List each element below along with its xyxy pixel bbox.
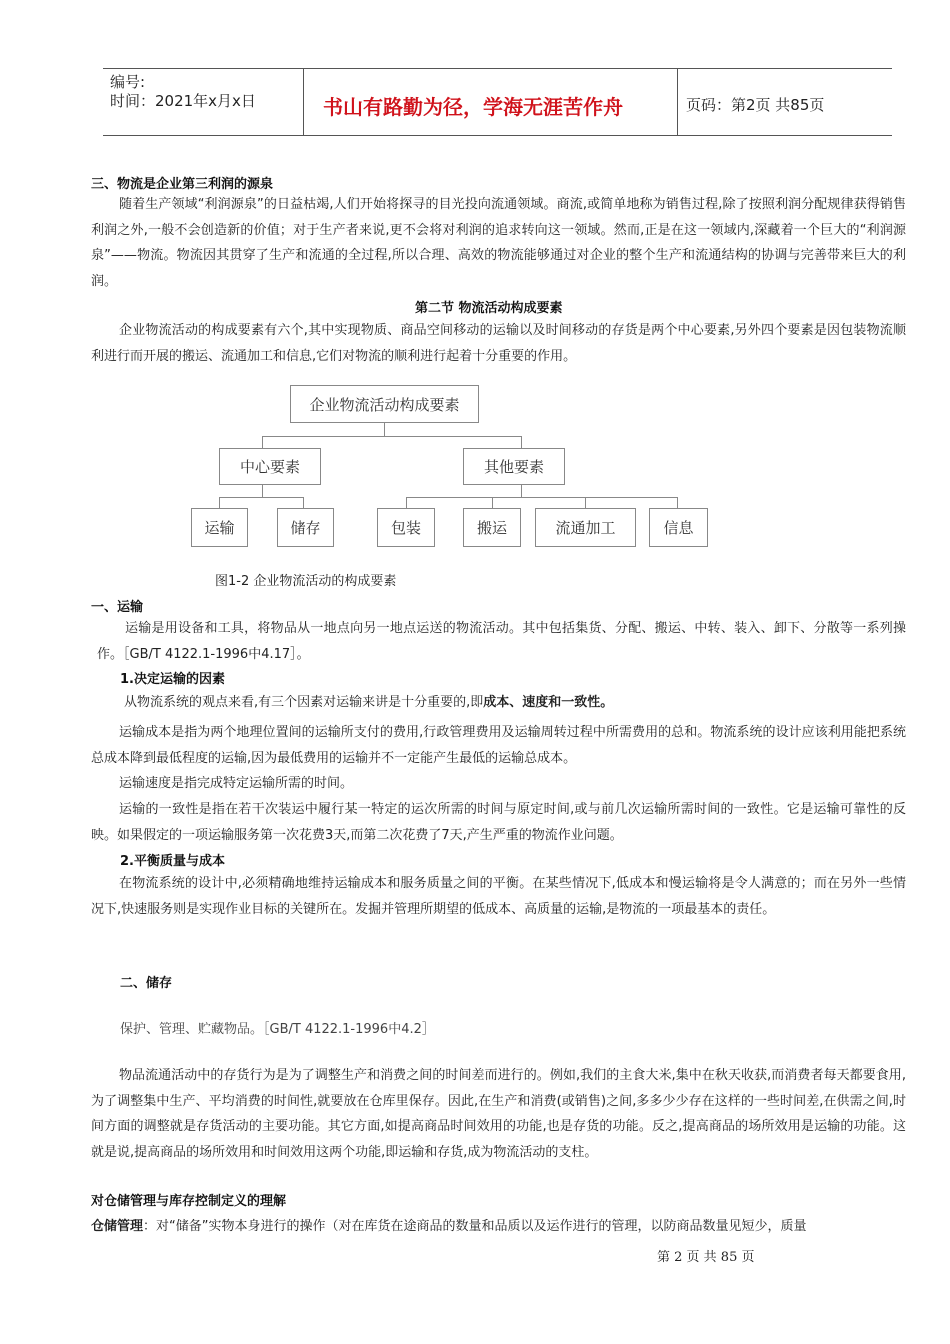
footer-page-number: 第 2 页 共 85 页 bbox=[657, 1250, 755, 1265]
connector-center-horizontal bbox=[219, 497, 304, 498]
subheading-transport-factors: 1.决定运输的因素 bbox=[120, 672, 225, 687]
factors-lead-text: 从物流系统的观点来看,有三个因素对运输来讲是十分重要的,即 bbox=[124, 695, 484, 710]
connector-top-horizontal bbox=[262, 436, 522, 437]
transport-definition: 运输是用设备和工具，将物品从一地点向另一地点运送的物流活动。其中包括集货、分配、搬运、中转、装入、卸下、分散等一系列操作。［GB/T 4122.1-1996中4.17］。 bbox=[97, 621, 906, 662]
connector-center-left bbox=[219, 497, 220, 508]
diagram-node-packaging: 包装 bbox=[377, 508, 435, 547]
transport-consistency-paragraph: 运输的一致性是指在若干次装运中履行某一特定的运次所需的时间与原定时间,或与前几次运输所需时间的一致性。它是运输可靠性的反映。如果假定的一项运输服务第一次花费3天,而第二次花费了7天,产生严重的物流作业问题。 bbox=[91, 802, 906, 843]
connector-center-right bbox=[303, 497, 304, 508]
storage-paragraph: 物品流通活动中的存货行为是为了调整生产和消费之间的时间差而进行的。例如,我们的主食大米,集中在秋天收获,而消费者每天都要食用,为了调整集中生产、平均消费的时间性,就要放在仓库里保存。因此,在生产和消费(或销售)之间,多多少少存在这样的一些时间差,在供需之间,时间方面的调整就是存货活动的主要功能。其它方面,如提高商品时间效用的功能,也是存货的功能。反之,提高商品的场所效用是运输的功能。这就是说,提高商品的场所效用和时间效用这两个功能,即运输和存货,成为物流活动的支柱。 bbox=[91, 1068, 906, 1160]
header-motto: 书山有路勤为径，学海无涯苦作舟 bbox=[323, 95, 623, 119]
connector-other-1 bbox=[406, 497, 407, 508]
header-divider-left bbox=[303, 68, 304, 136]
connector-to-center bbox=[262, 436, 263, 448]
header-divider-right bbox=[677, 68, 678, 136]
balance-paragraph: 在物流系统的设计中,必须精确地维持运输成本和服务质量之间的平衡。在某些情况下,低成本和慢运输将是令人满意的；而在另外一些情况下,快速服务则是实现作业目标的关键所在。发掘并管理所期望的低成本、高质量的运输,是物流的一项最基本的责任。 bbox=[91, 876, 906, 917]
header-top-rule bbox=[103, 68, 892, 69]
section-heading-storage: 二、储存 bbox=[120, 976, 173, 991]
elements-intro-paragraph: 企业物流活动的构成要素有六个,其中实现物质、商品空间移动的运输以及时间移动的存货是两个中心要素,另外四个要素是因包装物流顺利进行而开展的搬运、流通加工和信息,它们对物流的顺利进行起着十分重要的作用。 bbox=[91, 323, 906, 364]
warehouse-definition bbox=[91, 1214, 906, 1239]
connector-other-4 bbox=[677, 497, 678, 508]
diagram-node-transport: 运输 bbox=[191, 508, 248, 547]
diagram-node-information: 信息 bbox=[649, 508, 708, 547]
connector-other-down bbox=[521, 485, 522, 497]
transport-cost-paragraph: 运输成本是指为两个地理位置间的运输所支付的费用,行政管理费用及运输周转过程中所需费用的总和。物流系统的设计应该利用能把系统总成本降到最低程度的运输,因为最低费用的运输并不一定能产生最低的运输总成本。 bbox=[91, 725, 906, 766]
factors-bold-text: 成本、速度和一致性。 bbox=[483, 695, 614, 710]
chapter-section-title: 第二节 物流活动构成要素 bbox=[415, 301, 563, 316]
connector-center-down bbox=[262, 485, 263, 497]
connector-root-down bbox=[384, 423, 385, 436]
diagram-node-storage: 储存 bbox=[277, 508, 334, 547]
diagram-node-handling: 搬运 bbox=[463, 508, 521, 547]
diagram-other-node: 其他要素 bbox=[463, 448, 565, 485]
connector-other-horizontal bbox=[406, 497, 678, 498]
warehouse-text: ：对“储备”实物本身进行的操作（对在库货在途商品的数量和品质以及运作进行的管理，以防商品数量见短少，质量 bbox=[143, 1219, 807, 1234]
section-heading-profit-source: 三、物流是企业第三利润的源泉 bbox=[91, 177, 274, 192]
storage-definition: 保护、管理、贮藏物品。［GB/T 4122.1-1996中4.2］ bbox=[120, 1022, 435, 1037]
connector-other-3 bbox=[585, 497, 586, 508]
header-page-label: 页码：第2页 共85页 bbox=[686, 96, 825, 114]
connector-to-other bbox=[521, 436, 522, 448]
diagram-caption: 图1-2 企业物流活动的构成要素 bbox=[215, 574, 397, 589]
header-bottom-rule bbox=[103, 135, 892, 136]
warehouse-label: 仓储管理 bbox=[91, 1219, 144, 1234]
profit-source-paragraph: 随着生产领域“利润源泉”的日益枯竭,人们开始将探寻的目光投向流通领域。商流,或简单地称为销售过程,除了按照利润分配规律获得销售利润之外,一般不会创造新的价值；对于生产者来说,更不会将对利润的追求转向这一领域。然而,正是在这一领域内,深藏着一个巨大的“利润源泉”——物流。物流因其贯穿了生产和流通的全过程,所以合理、高效的物流能够通过对企业的整个生产和流通结构的协调与完善带来巨大的利润。 bbox=[91, 197, 906, 289]
connector-other-2 bbox=[492, 497, 493, 508]
transport-factors-lead bbox=[124, 690, 613, 715]
diagram-node-processing: 流通加工 bbox=[535, 508, 636, 547]
section-heading-transport: 一、运输 bbox=[91, 600, 144, 615]
diagram-root-node: 企业物流活动构成要素 bbox=[290, 385, 479, 423]
subheading-balance: 2.平衡质量与成本 bbox=[120, 854, 225, 869]
doc-number-label: 编号: bbox=[110, 73, 146, 91]
subheading-warehouse-understanding: 对仓储管理与库存控制定义的理解 bbox=[91, 1194, 287, 1209]
transport-speed-paragraph: 运输速度是指完成特定运输所需的时间。 bbox=[119, 776, 354, 791]
diagram-center-node: 中心要素 bbox=[219, 448, 321, 485]
doc-time-label: 时间：2021年x月x日 bbox=[110, 92, 256, 110]
